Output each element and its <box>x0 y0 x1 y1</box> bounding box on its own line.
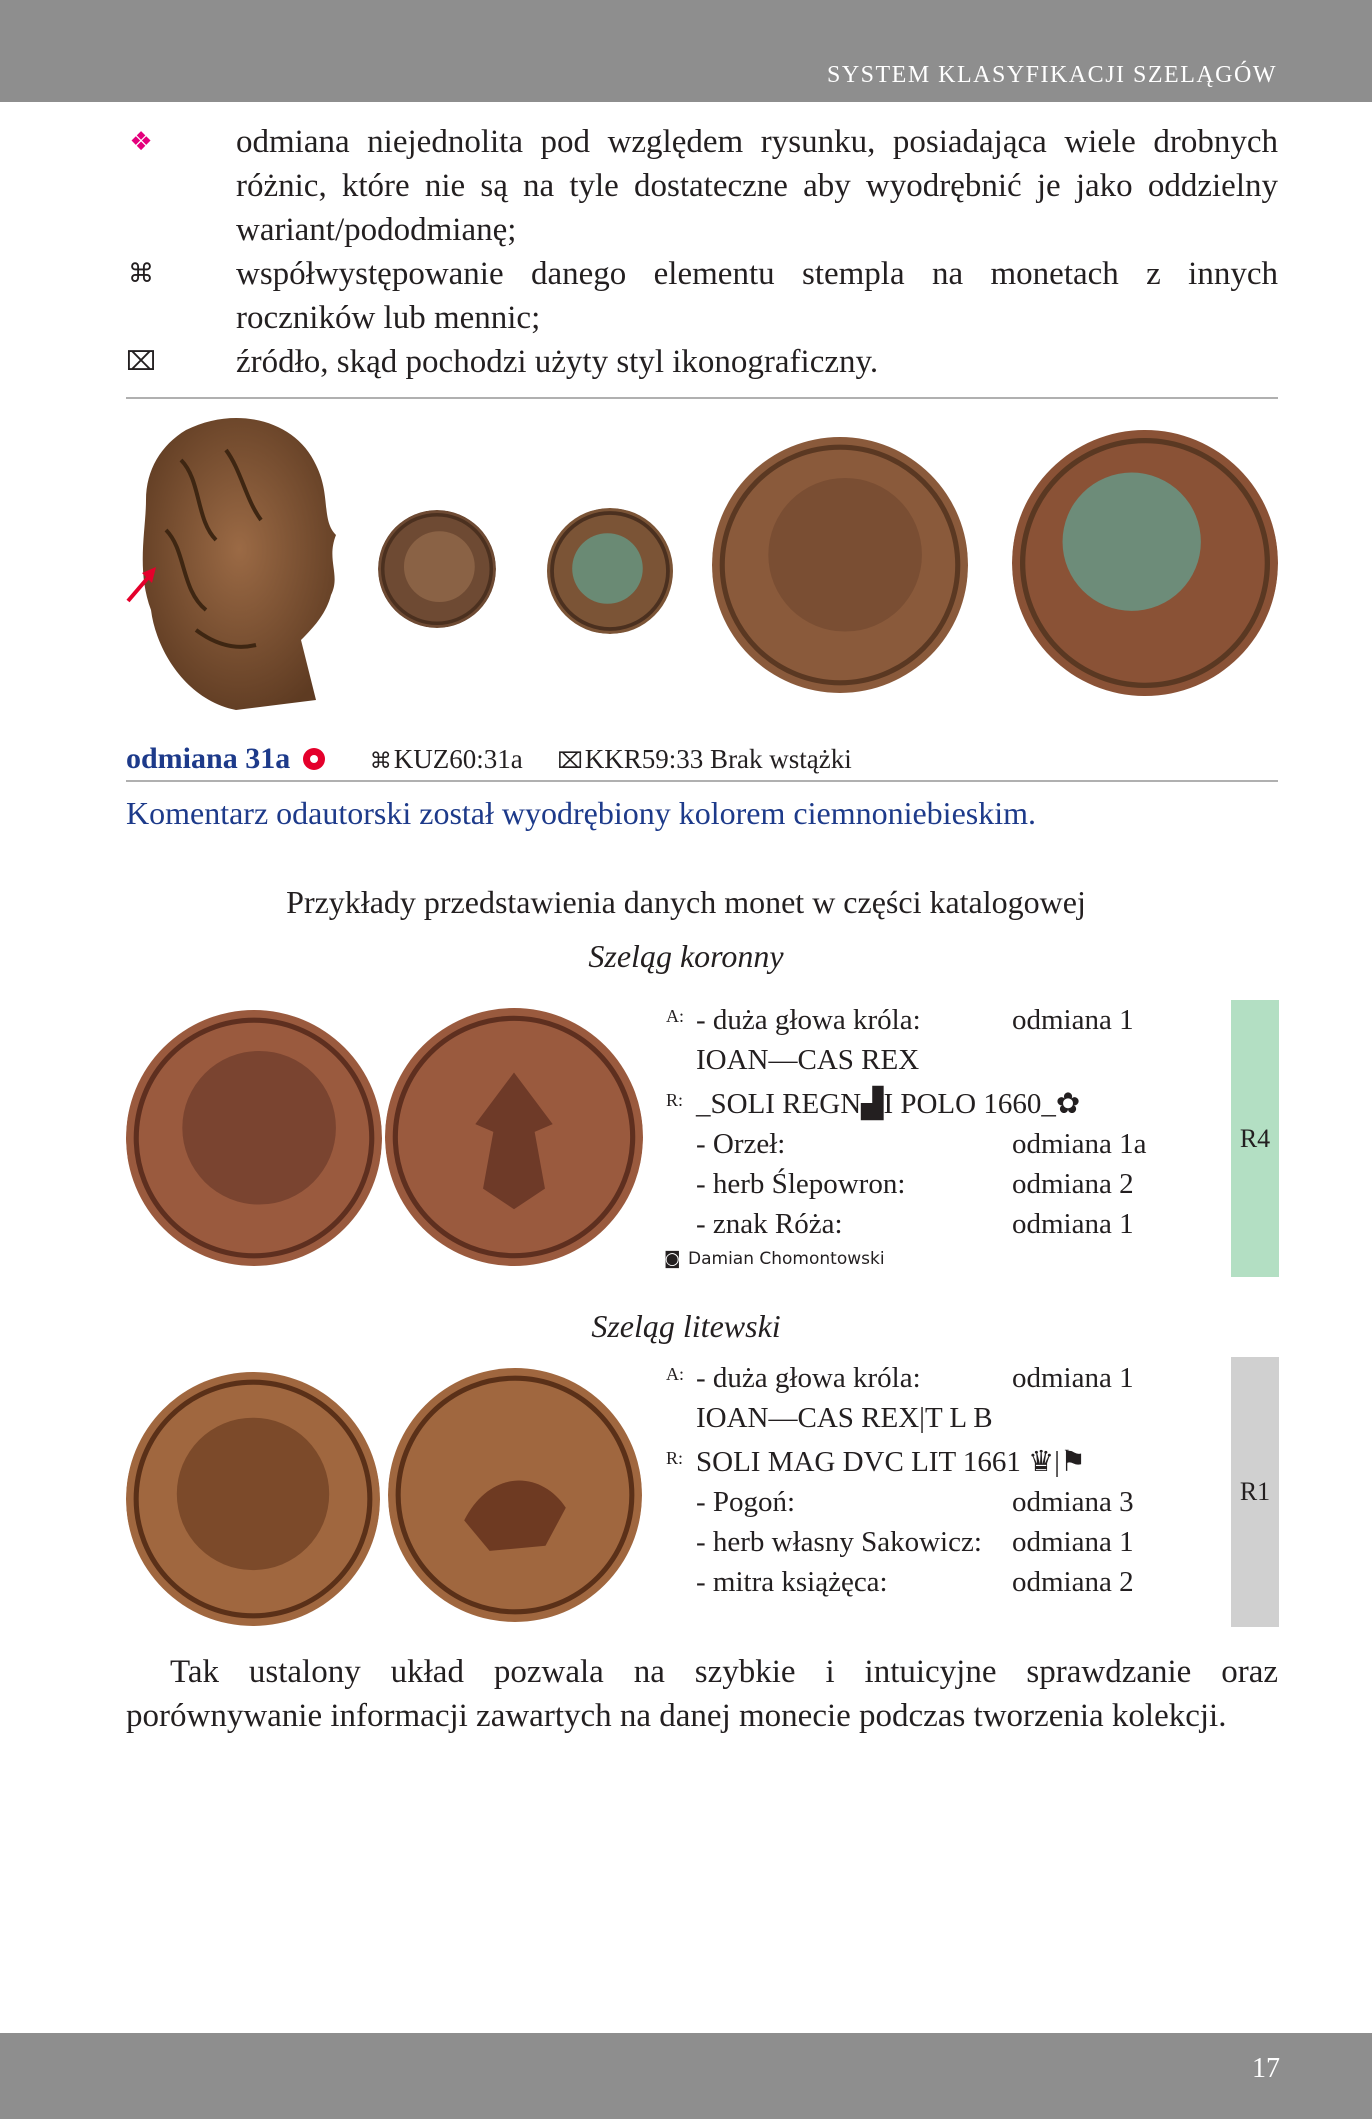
coin-large-1-image <box>712 425 968 705</box>
legend-item-text: odmiana niejednolita pod względem rysunku, posiadająca wiele drobnych różnic, które nie są na tyle dostateczne aby wyodrębnić je jako oddzielny wariant/pododmianę; <box>236 124 1278 248</box>
legend-item <box>126 252 1278 340</box>
feature-value: odmiana 1 <box>1012 1004 1134 1036</box>
command-icon: ⌘ <box>128 259 154 289</box>
symbol-legend <box>126 120 1278 384</box>
legend-item-text: współwystępowanie danego elementu stempla na monetach z innych roczników lub mennic; <box>236 256 1278 336</box>
running-header-title: SYSTEM KLASYFIKACJI SZELĄGÓW <box>826 62 1277 88</box>
obverse-legend: IOAN—CAS REX|T L B <box>696 1402 993 1434</box>
square-knot-icon: ⌧ <box>557 749 583 774</box>
lithuanian-title: Szeląg litewski <box>591 1308 781 1344</box>
photo-credit-text: Damian Chomontowski <box>688 1249 885 1269</box>
feature-value: odmiana 2 <box>1012 1566 1134 1598</box>
lithuanian-reverse-coin-image <box>388 1362 642 1628</box>
command-icon: ⌘ <box>369 749 392 774</box>
coin-small-2-image <box>544 508 676 634</box>
crown-reverse-coin-image <box>385 1002 643 1272</box>
variant-caption <box>126 742 852 776</box>
feature-value: odmiana 3 <box>1012 1486 1134 1518</box>
divider <box>126 780 1278 782</box>
obverse-label: A: <box>666 1006 684 1026</box>
feature-value: odmiana 1 <box>1012 1362 1134 1394</box>
feature-value: odmiana 1 <box>1012 1208 1134 1240</box>
crown-title: Szeląg koronny <box>588 938 784 974</box>
feature-value: odmiana 1 <box>1012 1526 1134 1558</box>
variant-ref-2: KKR59:33 Brak wstążki <box>584 744 852 774</box>
feature-value: odmiana 1a <box>1012 1128 1147 1160</box>
legend-item <box>126 340 1278 384</box>
closing-paragraph: Tak ustalony układ pozwala na szybkie i intuicyjne sprawdzanie oraz porównywanie informacji zawartych na danej monecie podczas tworzenia kolekcji. <box>126 1654 1278 1734</box>
reverse-label: R: <box>666 1090 684 1110</box>
header-bar <box>0 0 1372 102</box>
target-icon <box>303 748 325 770</box>
footer-bar <box>0 2033 1372 2119</box>
author-comment-note: Komentarz odautorski został wyodrębiony kolorem ciemnoniebieskim. <box>126 795 1036 831</box>
lithuanian-obverse-coin-image <box>126 1368 380 1630</box>
reverse-legend: SOLI MAG DVC LIT 1661 ♛|⚑ <box>696 1446 1086 1478</box>
feature-value: odmiana 2 <box>1012 1168 1134 1200</box>
square-knot-icon: ⌧ <box>126 347 156 377</box>
rarity-badge: R1 <box>1231 1357 1279 1627</box>
red-arrow-icon <box>124 565 160 605</box>
legend-item-text: źródło, skąd pochodzi użyty styl ikonograficzny. <box>236 344 879 380</box>
feature-label: - Pogoń: <box>696 1486 796 1518</box>
coin-small-1-image <box>378 510 496 628</box>
feature-label: - mitra książęca: <box>696 1566 888 1598</box>
feature-label: - duża głowa króla: <box>696 1004 921 1036</box>
reverse-legend: _SOLI REGN▟I POLO 1660_✿ <box>696 1088 1081 1120</box>
diamond-flower-icon: ❖ <box>129 127 153 157</box>
camera-icon: ◙ <box>664 1249 681 1269</box>
obverse-label: A: <box>666 1364 684 1384</box>
examples-heading: Przykłady przedstawienia danych monet w części katalogowej <box>286 884 1086 920</box>
obverse-legend: IOAN—CAS REX <box>696 1044 920 1076</box>
feature-label: - duża głowa króla: <box>696 1362 921 1394</box>
feature-label: - znak Róża: <box>696 1208 843 1240</box>
crown-obverse-coin-image <box>126 1003 382 1273</box>
feature-label: - herb własny Sakowicz: <box>696 1526 982 1558</box>
divider <box>126 397 1278 399</box>
rarity-badge: R4 <box>1231 1000 1279 1277</box>
reverse-label: R: <box>666 1448 684 1468</box>
legend-item <box>126 120 1278 252</box>
feature-label: - herb Ślepowron: <box>696 1168 906 1200</box>
page-number: 17 <box>1252 2053 1280 2084</box>
coin-large-2-image <box>1012 425 1278 701</box>
variant-name: odmiana 31a <box>126 742 291 775</box>
feature-label: - Orzeł: <box>696 1128 786 1160</box>
variant-ref-1: KUZ60:31a <box>393 744 523 774</box>
